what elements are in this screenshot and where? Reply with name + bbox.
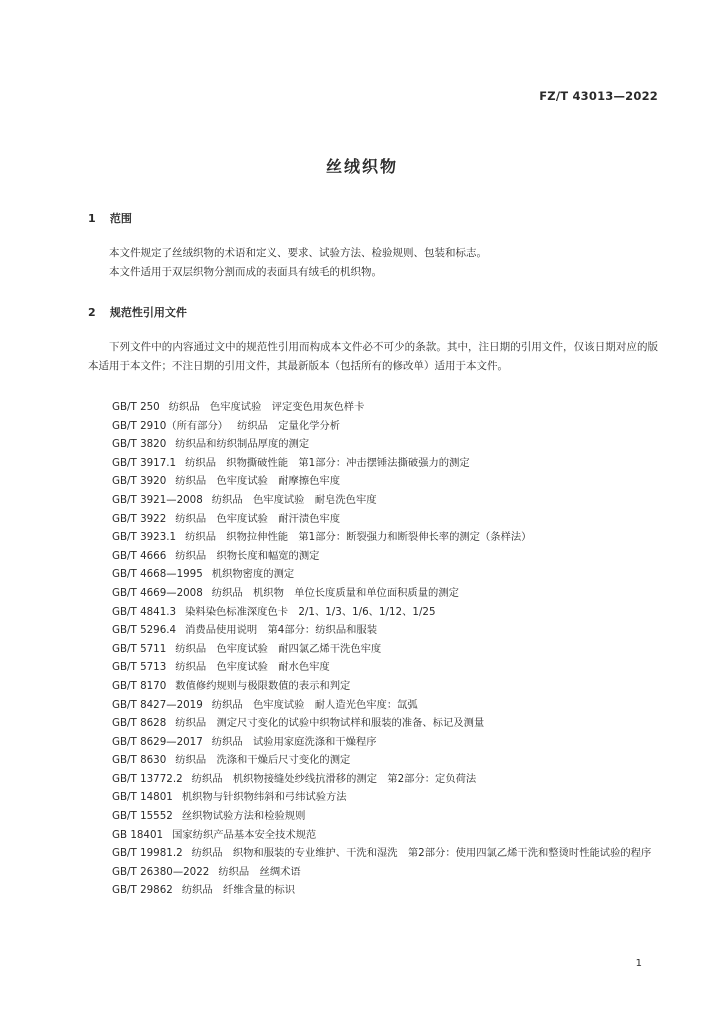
reference-item [88,621,660,640]
reference-item [88,435,660,454]
reference-title: 纺织品 色牢度试验 耐摩擦色牢度 [175,475,341,488]
document-title: 丝绒织物 [325,157,398,176]
section-2-paragraph-1: 下列文件中的内容通过文中的规范性引用而构成本文件必不可少的条款。其中，注日期的引用文件，仅该日期对应的版本适用于本文件；不注日期的引用文件，其最新版本（包括所有的修改单）适用于本文件。 [88,341,658,372]
section-2-heading [88,304,187,320]
section-1-paragraph-2: 本文件适用于双层织物分割而成的表面具有绒毛的机织物。 [109,266,382,278]
reference-item [88,714,660,733]
reference-title: 丝织物试验方法和检验规则 [181,810,306,823]
reference-code: GB/T 5713 [112,661,167,674]
reference-title: 机织物密度的测定 [211,568,295,581]
section-number: 1 [88,212,96,225]
section-1-paragraph-1: 本文件规定了丝绒织物的术语和定义、要求、试验方法、检验规则、包装和标志。 [109,247,487,259]
section-title: 范围 [109,212,132,225]
reference-code: GB/T 3917.1 [112,456,177,469]
reference-item [88,677,660,696]
section-1-heading [88,210,132,226]
reference-title: 消费品使用说明 第4部分：纺织品和服装 [185,624,378,637]
reference-title: 纺织品 洗涤和干燥后尺寸变化的测定 [175,754,351,767]
reference-title: 纺织品 色牢度试验 耐汗渍色牢度 [175,512,341,525]
reference-item [88,491,660,510]
reference-code: GB/T 4666 [112,549,167,562]
reference-title: 纺织品 定量化学分析 [237,419,341,432]
reference-code: GB/T 3921—2008 [112,493,203,506]
reference-code: GB/T 8427—2019 [112,698,203,711]
reference-code: GB/T 29862 [112,884,173,897]
reference-item [88,751,660,770]
reference-item [88,826,660,845]
reference-title: 纺织品 织物长度和幅宽的测定 [175,549,320,562]
reference-code: GB/T 8170 [112,679,167,692]
reference-title: 机织物与针织物纬斜和弓纬试验方法 [181,791,347,804]
reference-item [88,863,660,882]
reference-item [88,565,660,584]
reference-title: 纺织品 测定尺寸变化的试验中织物试样和服装的准备、标记及测量 [175,717,485,730]
reference-title: 纺织品 织物拉伸性能 第1部分：断裂强力和断裂伸长率的测定（条样法） [185,531,532,544]
page-number: 1 [635,958,642,969]
reference-title: 纺织品 色牢度试验 耐人造光色牢度：氙弧 [211,698,418,711]
reference-item [88,788,660,807]
reference-code: GB/T 4669—2008 [112,586,203,599]
reference-title: 纺织品 色牢度试验 评定变色用灰色样卡 [168,401,365,413]
reference-item [88,398,660,417]
reference-item [88,881,660,900]
reference-code: GB/T 2910（所有部分） [112,419,229,432]
reference-item [88,807,660,826]
reference-title: 纺织品 机织物 单位长度质量和单位面积质量的测定 [211,586,459,599]
reference-title: 纺织品 丝绸术语 [218,865,301,878]
standard-code: FZ/T 43013—2022 [539,89,658,103]
reference-code: GB/T 8630 [112,754,167,767]
reference-item [88,696,660,715]
reference-item [88,547,660,566]
reference-title: 纺织品 机织物接缝处纱线抗滑移的测定 第2部分：定负荷法 [191,772,477,785]
reference-code: GB/T 3920 [112,475,167,488]
reference-code: GB/T 3922 [112,512,167,525]
reference-code: GB/T 4668—1995 [112,568,203,581]
reference-code: GB/T 5711 [112,642,167,655]
reference-title: 纺织品 色牢度试验 耐水色牢度 [175,661,330,674]
reference-title: 国家纺织产品基本安全技术规范 [172,828,317,841]
reference-code: GB/T 3820 [112,438,167,451]
reference-title: 纺织品 试验用家庭洗涤和干燥程序 [211,735,377,748]
reference-code: GB 18401 [112,828,164,841]
reference-title: 纺织品 织物撕破性能 第1部分：冲击摆锤法撕破强力的测定 [185,456,470,469]
reference-code: GB/T 26380—2022 [112,865,210,878]
reference-item [88,733,660,752]
section-number: 2 [88,306,96,319]
reference-code: GB/T 5296.4 [112,624,177,637]
reference-item [88,417,660,436]
reference-item [88,510,660,529]
reference-code: GB/T 19981.2 [112,847,183,860]
reference-code: GB/T 8628 [112,717,167,730]
reference-item [88,640,660,659]
reference-code: GB/T 14801 [112,791,173,804]
reference-title: 纺织品 织物和服装的专业维护、干洗和湿洗 第2部分：使用四氯乙烯干洗和整烫时性能试验的程序 [191,847,652,860]
reference-title: 染料染色标准深度色卡 2/1、1/3、1/6、1/12、1/25 [185,605,436,618]
reference-title: 纺织品和纺织制品厚度的测定 [175,438,310,451]
reference-title: 数值修约规则与极限数值的表示和判定 [175,679,351,692]
reference-item [88,454,660,473]
reference-item [88,472,660,491]
reference-code: GB/T 15552 [112,810,173,823]
reference-code: GB/T 8629—2017 [112,735,203,748]
reference-item [88,770,660,789]
reference-code: GB/T 250 [112,401,160,413]
reference-title: 纺织品 色牢度试验 耐四氯乙烯干洗色牢度 [175,642,382,655]
reference-item [88,584,660,603]
section-title: 规范性引用文件 [109,306,187,319]
reference-code: GB/T 13772.2 [112,772,183,785]
reference-title: 纺织品 纤维含量的标识 [181,884,296,897]
reference-code: GB/T 3923.1 [112,531,177,544]
reference-title: 纺织品 色牢度试验 耐皂洗色牢度 [211,493,377,506]
reference-code: GB/T 4841.3 [112,605,177,618]
reference-item [88,528,660,547]
reference-item [88,603,660,622]
normative-reference-list [88,398,660,900]
reference-item [88,658,660,677]
reference-item [88,844,660,863]
